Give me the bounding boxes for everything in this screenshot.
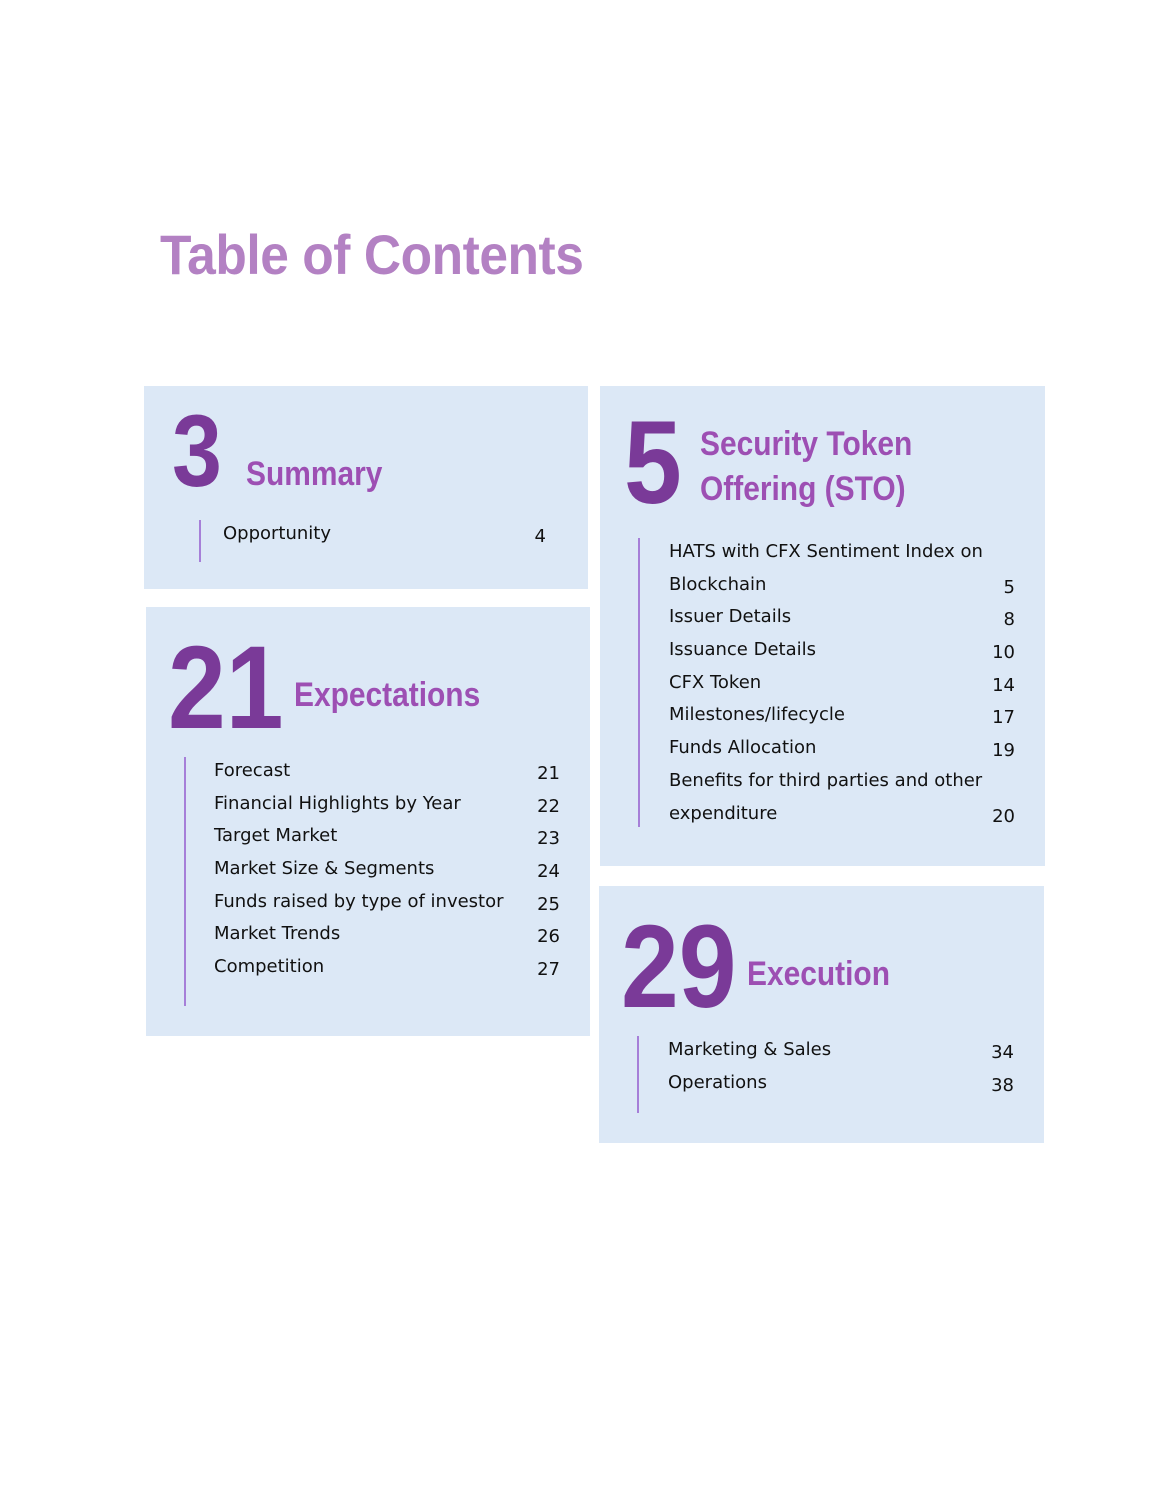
entry-label: Target Market [214, 825, 338, 847]
entry-label: Financial Highlights by Year [214, 792, 461, 814]
section-number: 3 [172, 394, 222, 508]
toc-entry[interactable] [668, 1069, 1014, 1102]
entry-page-number: 23 [537, 828, 560, 850]
entry-page-number: 20 [992, 805, 1015, 827]
page-title: Table of Contents [160, 223, 584, 286]
entry-label: expenditure [669, 802, 778, 824]
section-title [294, 673, 480, 718]
section-title [700, 422, 912, 512]
section-title-line: Expectations [294, 676, 481, 714]
entry-label: Operations [668, 1071, 767, 1093]
entry-list [184, 757, 560, 1006]
toc-entry[interactable] [669, 734, 1015, 767]
entry-label: CFX Token [669, 671, 762, 693]
entry-label: HATS with CFX Sentiment Index on [669, 541, 983, 562]
toc-entry[interactable] [668, 1036, 1014, 1069]
entry-page-number: 26 [537, 926, 560, 948]
entry-label: Issuance Details [669, 639, 817, 661]
section-number: 5 [624, 397, 682, 529]
entry-page-number: 5 [1003, 576, 1015, 598]
section-title-line: Execution [747, 955, 890, 993]
entry-page-number: 4 [534, 526, 546, 547]
section-title [747, 952, 890, 997]
section-title-line: Security Token [700, 425, 913, 463]
toc-entry[interactable] [214, 953, 560, 986]
section-number: 21 [168, 622, 284, 754]
section-card-expectations [146, 607, 590, 1036]
entry-page-number: 21 [537, 763, 560, 784]
toc-entry[interactable] [214, 888, 560, 921]
toc-entry[interactable] [214, 790, 560, 823]
entry-page-number: 24 [537, 861, 560, 883]
toc-entry[interactable] [669, 571, 1015, 604]
entry-page-number: 25 [537, 893, 560, 915]
toc-entry[interactable] [214, 822, 560, 855]
entry-label: Issuer Details [669, 606, 792, 628]
section-title-line: Summary [246, 455, 383, 493]
entry-page-number: 8 [1003, 609, 1015, 631]
entry-page-number: 14 [992, 674, 1015, 696]
toc-entry[interactable] [669, 800, 1015, 833]
toc-entry[interactable] [214, 855, 560, 888]
entry-page-number: 27 [537, 959, 560, 981]
entry-label: Milestones/lifecycle [669, 704, 845, 726]
section-title [246, 452, 382, 497]
section-card-security-token-offering [600, 386, 1045, 866]
entry-label: Market Size & Segments [214, 858, 435, 880]
toc-entry[interactable] [669, 603, 1015, 636]
entry-list [199, 520, 546, 562]
entry-list [637, 1036, 1014, 1113]
section-number: 29 [621, 901, 737, 1033]
entry-label: Opportunity [223, 523, 332, 544]
entry-label: Funds raised by type of investor [214, 890, 504, 912]
entry-label: Market Trends [214, 923, 341, 945]
toc-entry[interactable] [669, 538, 1015, 571]
toc-entry[interactable] [669, 767, 1015, 800]
entry-list [638, 538, 1015, 827]
section-card-execution [599, 886, 1044, 1143]
entry-page-number: 19 [992, 740, 1015, 762]
toc-entry[interactable] [214, 920, 560, 953]
toc-entry[interactable] [669, 636, 1015, 669]
entry-label: Forecast [214, 760, 291, 781]
entry-page-number: 17 [992, 707, 1015, 729]
entry-label: Marketing & Sales [668, 1039, 832, 1060]
entry-page-number: 38 [991, 1074, 1014, 1096]
section-card-summary [144, 386, 588, 589]
toc-entry[interactable] [223, 520, 546, 553]
entry-label: Funds Allocation [669, 737, 817, 759]
toc-entry[interactable] [669, 701, 1015, 734]
entry-label: Competition [214, 956, 325, 978]
toc-entry[interactable] [669, 669, 1015, 702]
entry-label: Blockchain [669, 573, 767, 595]
toc-entry[interactable] [214, 757, 560, 790]
entry-page-number: 34 [991, 1042, 1014, 1063]
entry-label: Benefits for third parties and other [669, 769, 983, 791]
section-title-line: Offering (STO) [700, 470, 906, 508]
entry-page-number: 10 [992, 642, 1015, 664]
entry-page-number: 22 [537, 795, 560, 817]
